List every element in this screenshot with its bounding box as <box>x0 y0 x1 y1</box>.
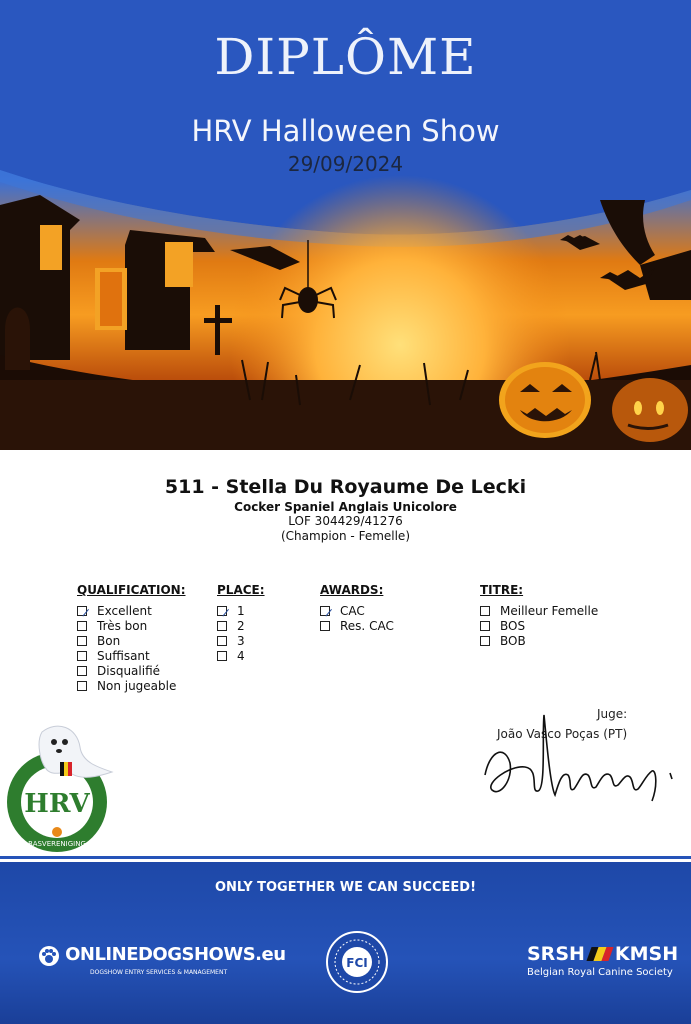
checkbox-checked-icon[interactable] <box>77 606 87 616</box>
option-label: Suffisant <box>97 648 150 663</box>
place-option[interactable] <box>217 618 265 633</box>
diploma-header <box>0 0 691 450</box>
srsh-subtitle: Belgian Royal Canine Society <box>527 967 673 978</box>
hrv-logo-text: HRV <box>24 789 90 819</box>
option-label: 4 <box>237 648 245 663</box>
option-label: CAC <box>340 603 365 618</box>
checkbox-icon[interactable] <box>77 636 87 646</box>
option-label: Bon <box>97 633 121 648</box>
titre-heading: TITRE: <box>480 583 524 597</box>
checkbox-checked-icon[interactable] <box>217 606 227 616</box>
place-section <box>217 583 265 663</box>
belgian-flag-icon <box>586 947 613 961</box>
place-heading: PLACE: <box>217 583 265 597</box>
place-option[interactable] <box>217 648 265 663</box>
ods-tagline: DOGSHOW ENTRY SERVICES & MANAGEMENT <box>90 969 228 976</box>
titre-option[interactable] <box>480 633 598 648</box>
checkbox-icon[interactable] <box>77 666 87 676</box>
checkbox-icon[interactable] <box>217 651 227 661</box>
dog-registration: LOF 304429/41276 <box>288 514 403 528</box>
option-label: Très bon <box>97 618 148 633</box>
srsh-kmsh-logo <box>527 943 678 978</box>
option-label: Res. CAC <box>340 618 394 633</box>
checkbox-checked-icon[interactable] <box>320 606 330 616</box>
titre-option[interactable] <box>480 603 598 618</box>
fci-logo-text: FCI <box>346 956 368 970</box>
checkbox-icon[interactable] <box>320 621 330 631</box>
qualification-heading: QUALIFICATION: <box>77 583 186 597</box>
qualification-option[interactable] <box>77 618 186 633</box>
diploma-title: DIPLÔME <box>214 28 477 86</box>
place-option[interactable] <box>217 633 265 648</box>
paw-icon <box>38 945 60 967</box>
awards-heading: AWARDS: <box>320 583 384 597</box>
judge-name: João Vasco Poças (PT) <box>497 727 628 741</box>
ods-logo-text: ONLINEDOGSHOWS.eu <box>65 944 286 965</box>
qualification-option[interactable] <box>77 603 186 618</box>
option-label: 1 <box>237 603 245 618</box>
checkbox-icon[interactable] <box>77 651 87 661</box>
dog-class: (Champion - Femelle) <box>281 529 410 543</box>
option-label: Disqualifié <box>97 663 161 678</box>
checkbox-icon[interactable] <box>77 681 87 691</box>
qualification-option[interactable] <box>77 678 186 693</box>
dog-name: 511 - Stella Du Royaume De Lecki <box>164 476 527 498</box>
judge-label: Juge: <box>597 707 628 721</box>
option-label: Meilleur Femelle <box>500 603 599 618</box>
show-date: 29/09/2024 <box>287 152 404 176</box>
place-option[interactable] <box>217 603 265 618</box>
qualification-option[interactable] <box>77 648 186 663</box>
titre-section <box>480 583 598 648</box>
titre-option[interactable] <box>480 618 598 633</box>
awards-section <box>320 583 394 633</box>
hrv-club-logo <box>2 722 117 852</box>
qualification-option[interactable] <box>77 663 186 678</box>
onlinedogshows-logo <box>38 944 286 976</box>
checkbox-icon[interactable] <box>480 621 490 631</box>
checkbox-icon[interactable] <box>480 636 490 646</box>
option-label: BOB <box>500 633 526 648</box>
option-label: Non jugeable <box>97 678 177 693</box>
qualification-section <box>77 583 186 693</box>
checkbox-icon[interactable] <box>217 636 227 646</box>
checkbox-icon[interactable] <box>77 621 87 631</box>
dog-breed: Cocker Spaniel Anglais Unicolore <box>234 500 457 514</box>
option-label: Excellent <box>97 603 152 618</box>
option-label: BOS <box>500 618 526 633</box>
option-label: 2 <box>237 618 245 633</box>
qualification-option[interactable] <box>77 633 186 648</box>
checkbox-icon[interactable] <box>217 621 227 631</box>
fci-logo <box>325 930 389 994</box>
option-label: 3 <box>237 633 245 648</box>
show-name: HRV Halloween Show <box>191 114 500 148</box>
awards-option[interactable] <box>320 603 394 618</box>
judge-signature <box>480 705 680 810</box>
kmsh-text: KMSH <box>614 943 679 965</box>
hrv-ring-text: RASVERENIGING <box>28 840 86 848</box>
checkbox-icon[interactable] <box>480 606 490 616</box>
srsh-text: SRSH <box>527 943 585 965</box>
footer-slogan: ONLY TOGETHER WE CAN SUCCEED! <box>215 880 476 895</box>
awards-option[interactable] <box>320 618 394 633</box>
